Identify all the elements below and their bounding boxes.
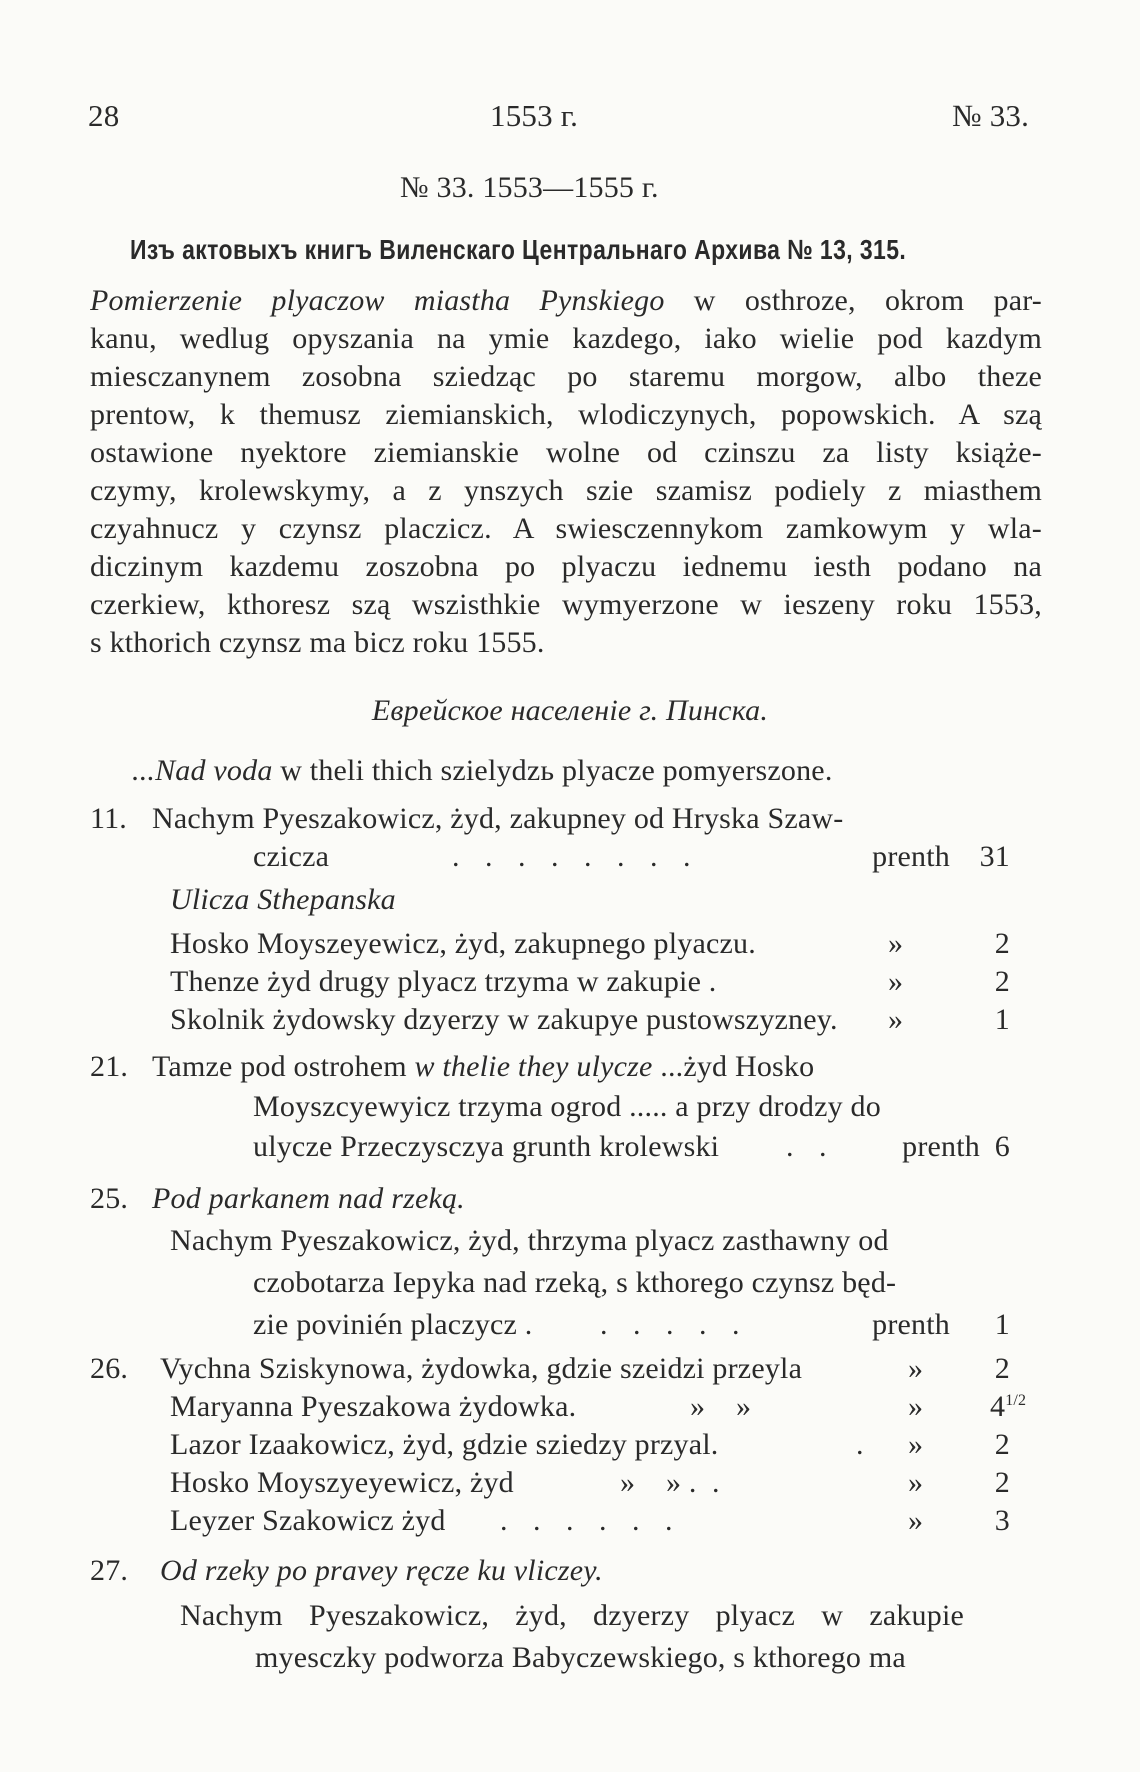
ulicza-heading: Ulicza Sthepanska xyxy=(170,883,396,916)
intro-line-6: czymy, krolewskymy, a z ynszych szie szamisz podiely z miasthem xyxy=(90,474,1042,507)
entry-26-row-3-unit: » xyxy=(908,1428,924,1461)
ulicza-row-1-text: Hosko Moyszeyewicz, żyd, zakupnego plyaczu. xyxy=(170,927,756,960)
intro-line-4: prentow, k themusz ziemianskich, wlodiczynych, popowskich. A szą xyxy=(90,398,1042,431)
entry-26-row-1-amount: 2 xyxy=(994,1352,1010,1385)
entry-26-row-2-ditto: » » xyxy=(690,1390,752,1423)
entry-25-line-2: czobotarza Iepyka nad rzeką, s kthorego czynsz będ- xyxy=(253,1266,897,1299)
entry-26-row-2-amount-wrap xyxy=(990,1389,1026,1425)
entry-11-line-2: czicza xyxy=(253,840,330,873)
header-year: 1553 г. xyxy=(490,98,579,133)
entry-21-line-2: Moyszcyewyicz trzyma ogrod ..... a przy drodzy do xyxy=(253,1090,881,1123)
entry-11-amount: 31 xyxy=(979,840,1010,873)
entry-26-row-3-text: Lazor Izaakowicz, żyd, gdzie sziedzy przyal. xyxy=(170,1428,719,1461)
intro-title-italic: Pomierzenie plyaczow miastha Pynskiego xyxy=(90,284,665,317)
entry-21-unit: prenth xyxy=(902,1130,980,1163)
entry-26-row-5-amount: 3 xyxy=(994,1504,1010,1537)
entry-26-row-4-ditto: » » . . xyxy=(620,1466,720,1499)
entry-26-row-4-text: Hosko Moyszyeyewicz, żyd xyxy=(170,1466,514,1499)
intro-line-3: miesczanynem zosobna sziedząc po staremu morgow, albo theze xyxy=(90,360,1042,393)
entry-21-line-3: ulycze Przeczysczya grunth krolewski xyxy=(253,1130,720,1163)
entry-26-row-5-dots: . . . . . . xyxy=(500,1504,682,1537)
entry-11-line-1: Nachym Pyeszakowicz, żyd, zakupney od Hryska Szaw- xyxy=(152,802,844,835)
entry-25-heading: Pod parkanem nad rzeką. xyxy=(152,1182,465,1215)
ulicza-row-1-unit: » xyxy=(888,927,904,960)
entry-26-row-5-text: Leyzer Szakowicz żyd xyxy=(170,1504,446,1537)
entry-26-row-3-amount: 2 xyxy=(994,1428,1010,1461)
intro-line-7: czyahnucz y czynsz placzicz. A swiesczennykom zamkowym y wla- xyxy=(90,512,1042,545)
nad-voda-italic: ...Nad voda xyxy=(132,754,273,787)
nad-voda-line xyxy=(132,753,833,789)
entry-21-line-1 xyxy=(152,1049,814,1085)
entry-26-row-1-unit: » xyxy=(908,1352,924,1385)
entry-11-dots: . . . . . . . . xyxy=(452,840,700,873)
entry-21-dots: . . xyxy=(786,1130,836,1163)
entry-27-heading: Od rzeky po pravey ręcze ku vliczey. xyxy=(160,1554,603,1587)
entry-21-number: 21. xyxy=(90,1050,129,1083)
intro-line-2: kanu, wedlug opyszania na ymie kazdego, iako wielie pod kazdym xyxy=(90,322,1042,355)
entry-21-line-1-italic: w thelie they ulycze xyxy=(414,1050,653,1083)
intro-line-1 xyxy=(90,283,1042,319)
entry-26-row-2-amount: 4 xyxy=(990,1390,1006,1423)
ulicza-row-1-amount: 2 xyxy=(994,927,1010,960)
entry-11-unit: prenth xyxy=(872,840,950,873)
entry-26-row-2-text: Maryanna Pyeszakowa żydowka. xyxy=(170,1390,577,1423)
entry-26-row-1-text: Vychna Sziskynowa, żydowka, gdzie szeidzi przeyla xyxy=(160,1352,803,1385)
intro-line-1-rest: w osthroze, okrom par- xyxy=(664,284,1042,317)
ulicza-row-3-text: Skolnik żydowsky dzyerzy w zakupye pustowszyzney. xyxy=(170,1003,838,1036)
entry-11-number: 11. xyxy=(90,802,127,835)
entry-25-dots: . . . . . xyxy=(600,1308,749,1341)
entry-27-line-1: Nachym Pyeszakowicz, żyd, dzyerzy plyacz w zakupie xyxy=(180,1599,964,1632)
page-number: 28 xyxy=(88,98,120,133)
ulicza-row-2-amount: 2 xyxy=(994,965,1010,998)
entry-26-row-4-amount: 2 xyxy=(994,1466,1010,1499)
entry-25-unit: prenth xyxy=(872,1308,950,1341)
ulicza-row-3-unit: » xyxy=(888,1003,904,1036)
entry-27-line-2: myesczky podworza Babyczewskiego, s kthorego ma xyxy=(255,1641,906,1674)
ulicza-row-2-unit: » xyxy=(888,965,904,998)
entry-27-number: 27. xyxy=(90,1554,129,1587)
section-subtitle: Еврейское населенiе г. Пинска. xyxy=(371,694,769,727)
ulicza-row-2-text: Thenze żyd drugy plyacz trzyma w zakupie . xyxy=(170,965,717,998)
intro-line-9: czerkiew, kthoresz szą wszisthkie wymyerzone w ieszeny roku 1553, xyxy=(90,588,1042,621)
entry-25-number: 25. xyxy=(90,1182,129,1215)
intro-line-5: ostawione nyektore ziemianskie wolne od czinszu za listy książe- xyxy=(90,436,1042,469)
entry-21-line-1-b: ...żyd Hosko xyxy=(652,1050,815,1083)
archive-source: Изъ актовыхъ книгъ Виленскаго Центральнаго Архива № 13, 315. xyxy=(130,234,907,265)
entry-25-line-1: Nachym Pyeszakowicz, żyd, thrzyma plyacz zasthawny od xyxy=(170,1224,889,1257)
entry-26-row-5-unit: » xyxy=(908,1504,924,1537)
entry-25-amount: 1 xyxy=(994,1308,1010,1341)
header-doc-number: № 33. xyxy=(952,98,1030,133)
entry-26-row-4-unit: » xyxy=(908,1466,924,1499)
ulicza-row-3-amount: 1 xyxy=(994,1003,1010,1036)
intro-line-10: s kthorich czynsz ma bicz roku 1555. xyxy=(90,626,545,659)
nad-voda-rest: w theli thich szielydzь plyacze pomyerszone. xyxy=(272,754,833,787)
entry-21-amount: 6 xyxy=(994,1130,1010,1163)
entry-26-number: 26. xyxy=(90,1352,129,1385)
entry-21-line-1-a: Tamze pod ostrohem xyxy=(152,1050,415,1083)
document-title: № 33. 1553—1555 г. xyxy=(400,171,659,204)
intro-line-8: diczinym kazdemu zoszobna po plyaczu iednemu iesth podano na xyxy=(90,550,1042,583)
entry-25-line-3: zie povinién placzycz . xyxy=(253,1308,533,1341)
entry-26-row-2-fraction: 1/2 xyxy=(1005,1392,1027,1409)
entry-26-row-3-dot: . xyxy=(856,1428,864,1461)
entry-26-row-2-unit: » xyxy=(908,1390,924,1423)
